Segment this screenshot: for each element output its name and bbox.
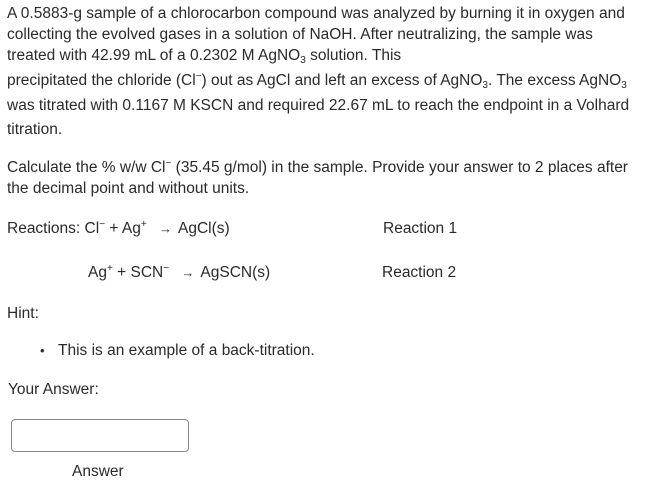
reaction-1-label: Reaction 1 <box>383 220 458 237</box>
problem-text: precipitated the chloride (Cl <box>7 72 196 89</box>
charge: + <box>106 262 113 274</box>
problem-text: was titrated with 0.1167 M KSCN and required 22.67 mL to reach the endpoint in a Volhard titration. <box>7 96 630 138</box>
product: AgSCN(s) <box>200 264 271 281</box>
reaction-2-label: Reaction 2 <box>382 264 457 281</box>
product: AgCl(s) <box>177 220 230 237</box>
question-part: Calculate the % w/w Cl <box>7 159 166 176</box>
reactions-prefix: Reactions: <box>7 220 81 237</box>
reaction-1-equation <box>7 218 230 240</box>
subscript: 3 <box>300 55 306 66</box>
bullet-icon: • <box>40 343 45 358</box>
your-answer-label: Your Answer: <box>8 381 99 398</box>
problem-paragraph-1 <box>7 3 643 66</box>
subscript: 3 <box>482 80 488 91</box>
superscript: − <box>165 157 172 169</box>
question-part: (35.45 g/mol) in the sample. Provide your answer to 2 places after the decimal point and without units. <box>7 159 628 197</box>
problem-paragraph-2 <box>7 69 643 143</box>
hint-list-item <box>40 340 315 362</box>
reactant: Cl <box>84 220 100 237</box>
reaction-2-equation <box>88 262 270 284</box>
answer-input[interactable] <box>11 419 189 452</box>
answer-caption: Answer <box>72 463 124 480</box>
problem-text: solution. This <box>305 47 402 64</box>
reactant: Ag <box>121 220 141 237</box>
reactant: SCN <box>130 264 164 281</box>
reactant: Ag <box>88 264 107 281</box>
charge: − <box>163 262 170 274</box>
right-arrow-icon: → <box>158 221 172 236</box>
problem-text: ) out as AgCl and left an excess of AgNO <box>201 72 483 89</box>
plus-sign: + <box>109 220 119 237</box>
hint-label: Hint: <box>7 305 39 322</box>
hint-text: This is an example of a back-titration. <box>58 342 315 359</box>
question-text <box>7 157 637 199</box>
charge: − <box>99 218 106 230</box>
right-arrow-icon: → <box>181 265 195 280</box>
subscript: 3 <box>621 80 627 91</box>
problem-text: . The excess AgNO <box>487 72 622 89</box>
plus-sign: + <box>117 264 127 281</box>
superscript: − <box>195 70 202 82</box>
charge: + <box>140 218 147 230</box>
problem-text: A 0.5883-g sample of a chlorocarbon compound was analyzed by burning it in oxygen and collecting the evolved gases in a solution of NaOH. After neutralizing, the sample was treated with 42.99 mL of a 0.2302 M AgNO <box>7 5 625 64</box>
problem-statement <box>7 3 643 143</box>
